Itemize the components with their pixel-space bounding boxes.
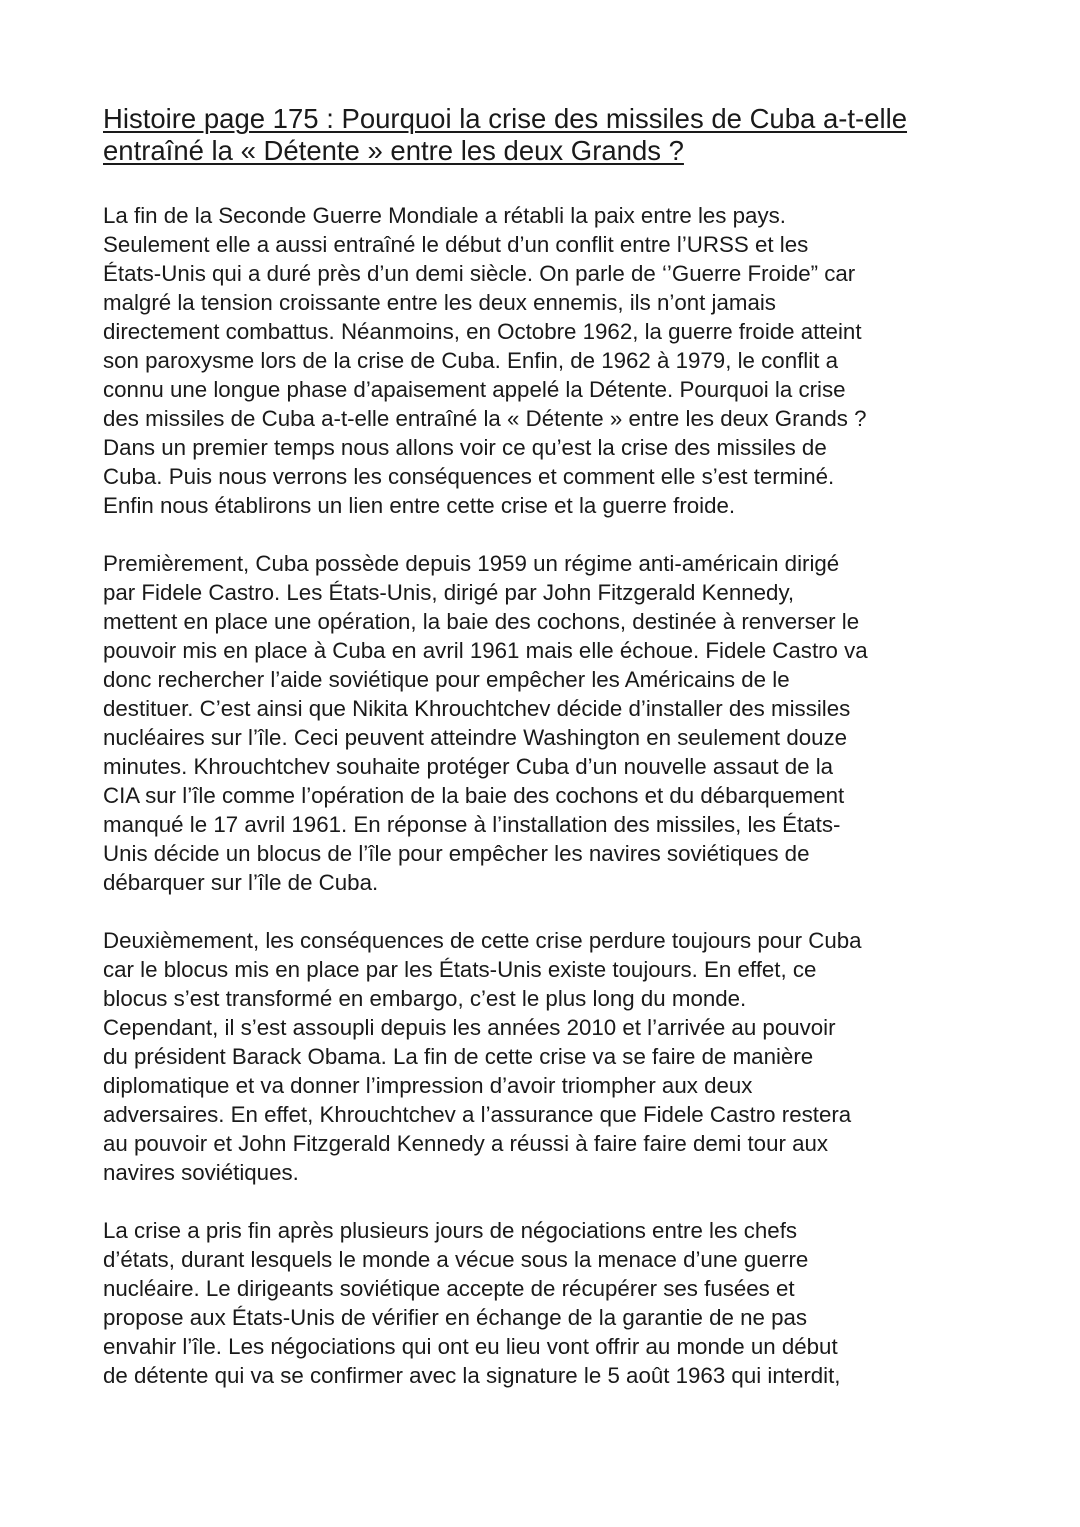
text-line: au pouvoir et John Fitzgerald Kennedy a réussi à faire faire demi tour aux xyxy=(103,1131,829,1156)
text-line: car le blocus mis en place par les États-Unis existe toujours. En effet, ce xyxy=(103,957,817,982)
document-body xyxy=(103,201,868,1419)
title-line: entraîné la « Détente » entre les deux Grands ? xyxy=(103,135,684,166)
paragraph xyxy=(103,201,868,520)
text-line: connu une longue phase d’apaisement appelé la Détente. Pourquoi la crise xyxy=(103,377,846,402)
text-line: du président Barack Obama. La fin de cette crise va se faire de manière xyxy=(103,1044,814,1069)
text-line: États-Unis qui a duré près d’un demi siècle. On parle de ‘’Guerre Froide” car xyxy=(103,261,856,286)
text-line: malgré la tension croissante entre les deux ennemis, ils n’ont jamais xyxy=(103,290,776,315)
text-line: manqué le 17 avril 1961. En réponse à l’installation des missiles, les États- xyxy=(103,812,841,837)
text-line: La crise a pris fin après plusieurs jours de négociations entre les chefs xyxy=(103,1218,798,1243)
text-line: pouvoir mis en place à Cuba en avril 1961 mais elle échoue. Fidele Castro va xyxy=(103,638,868,663)
text-line: minutes. Khrouchtchev souhaite protéger Cuba d’un nouvelle assaut de la xyxy=(103,754,834,779)
paragraph xyxy=(103,549,868,897)
text-line: Enfin nous établirons un lien entre cette crise et la guerre froide. xyxy=(103,493,736,518)
document-title xyxy=(103,103,907,167)
text-line: La fin de la Seconde Guerre Mondiale a rétabli la paix entre les pays. xyxy=(103,203,786,228)
text-line: Unis décide un blocus de l’île pour empêcher les navires soviétiques de xyxy=(103,841,810,866)
text-line: mettent en place une opération, la baie des cochons, destinée à renverser le xyxy=(103,609,860,634)
text-line: Premièrement, Cuba possède depuis 1959 un régime anti-américain dirigé xyxy=(103,551,840,576)
text-line: Cependant, il s’est assoupli depuis les années 2010 et l’arrivée au pouvoir xyxy=(103,1015,836,1040)
text-line: destituer. C’est ainsi que Nikita Khrouchtchev décide d’installer des missiles xyxy=(103,696,851,721)
text-line: nucléaires sur l’île. Ceci peuvent atteindre Washington en seulement douze xyxy=(103,725,848,750)
text-line: des missiles de Cuba a-t-elle entraîné la « Détente » entre les deux Grands ? xyxy=(103,406,867,431)
paragraph xyxy=(103,1216,868,1390)
text-line: adversaires. En effet, Khrouchtchev a l’assurance que Fidele Castro restera xyxy=(103,1102,852,1127)
text-line: Seulement elle a aussi entraîné le début d’un conflit entre l’URSS et les xyxy=(103,232,809,257)
paragraph xyxy=(103,926,868,1187)
text-line: d’états, durant lesquels le monde a vécue sous la menace d’une guerre xyxy=(103,1247,809,1272)
text-line: de détente qui va se confirmer avec la signature le 5 août 1963 qui interdit, xyxy=(103,1363,841,1388)
text-line: débarquer sur l’île de Cuba. xyxy=(103,870,379,895)
text-line: envahir l’île. Les négociations qui ont eu lieu vont offrir au monde un début xyxy=(103,1334,838,1359)
text-line: diplomatique et va donner l’impression d’avoir triompher aux deux xyxy=(103,1073,753,1098)
text-line: directement combattus. Néanmoins, en Octobre 1962, la guerre froide atteint xyxy=(103,319,862,344)
text-line: nucléaire. Le dirigeants soviétique accepte de récupérer ses fusées et xyxy=(103,1276,795,1301)
text-line: Deuxièmement, les conséquences de cette crise perdure toujours pour Cuba xyxy=(103,928,862,953)
text-line: propose aux États-Unis de vérifier en échange de la garantie de ne pas xyxy=(103,1305,808,1330)
text-line: Dans un premier temps nous allons voir ce qu’est la crise des missiles de xyxy=(103,435,827,460)
text-line: CIA sur l’île comme l’opération de la baie des cochons et du débarquement xyxy=(103,783,845,808)
text-line: Cuba. Puis nous verrons les conséquences et comment elle s’est terminé. xyxy=(103,464,835,489)
text-line: par Fidele Castro. Les États-Unis, dirigé par John Fitzgerald Kennedy, xyxy=(103,580,795,605)
text-line: blocus s’est transformé en embargo, c’est le plus long du monde. xyxy=(103,986,747,1011)
text-line: donc rechercher l’aide soviétique pour empêcher les Américains de le xyxy=(103,667,790,692)
text-line: navires soviétiques. xyxy=(103,1160,299,1185)
text-line: son paroxysme lors de la crise de Cuba. Enfin, de 1962 à 1979, le conflit a xyxy=(103,348,838,373)
title-line: Histoire page 175 : Pourquoi la crise des missiles de Cuba a-t-elle xyxy=(103,103,908,134)
